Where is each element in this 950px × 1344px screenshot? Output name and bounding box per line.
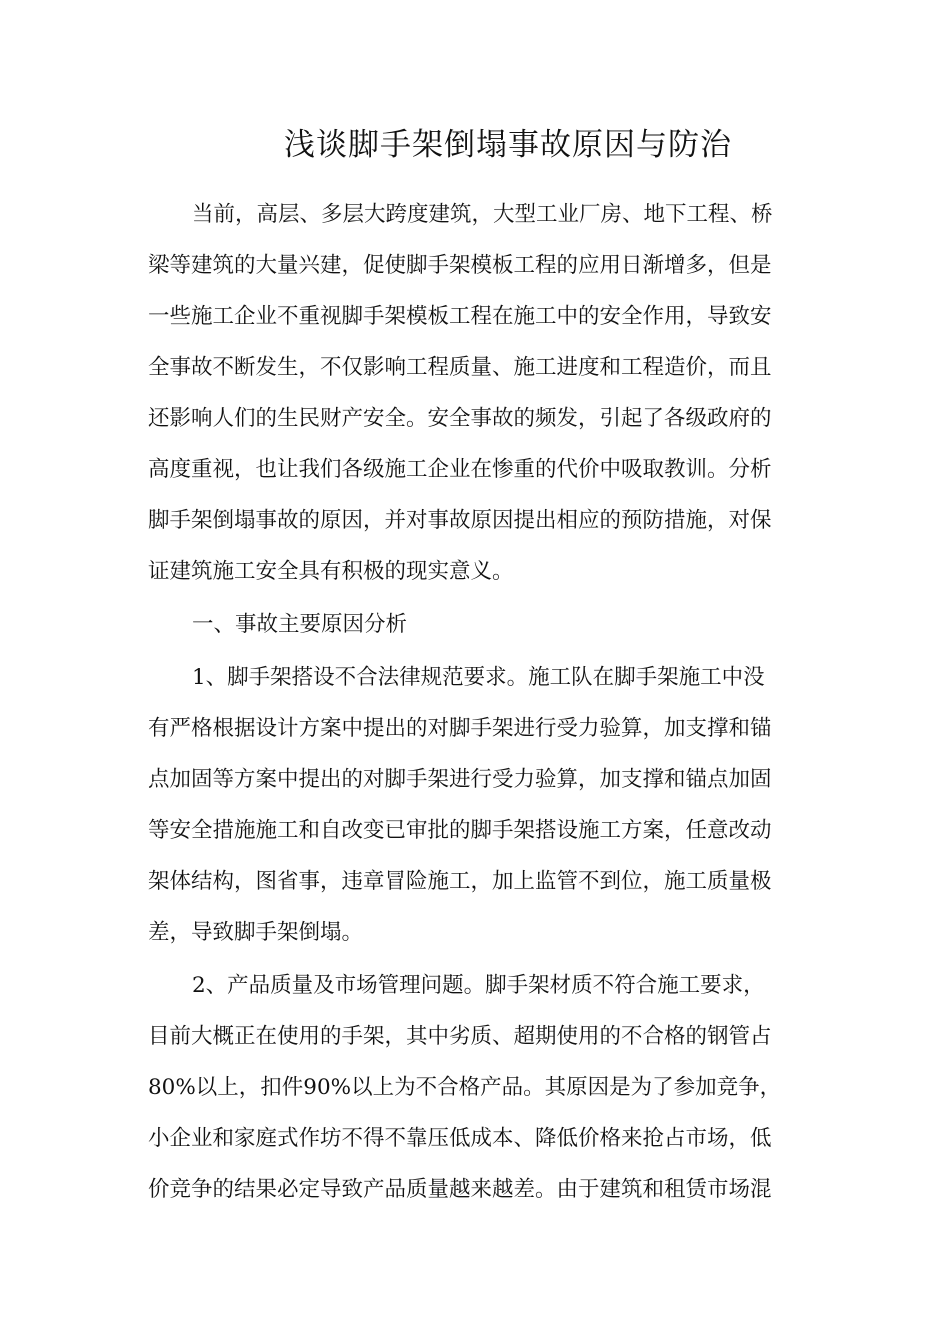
- paragraph-2-line-5: 架体结构，图省事，违章冒险施工，加上监管不到位，施工质量极: [148, 869, 772, 894]
- paragraph-2-line-3: 点加固等方案中提出的对脚手架进行受力验算，加支撑和锚点加固: [148, 767, 772, 792]
- paragraph-1-line-6: 高度重视，也让我们各级施工企业在惨重的代价中吸取教训。分析: [148, 457, 772, 482]
- document-title: 浅谈脚手架倒塌事故原因与防治: [284, 127, 732, 163]
- paragraph-3-line-1: 2、产品质量及市场管理问题。脚手架材质不符合施工要求，: [192, 973, 765, 998]
- paragraph-1-line-8: 证建筑施工安全具有积极的现实意义。: [148, 559, 514, 584]
- paragraph-3-line-2: 目前大概正在使用的手架，其中劣质、超期使用的不合格的钢管占: [148, 1024, 772, 1049]
- paragraph-1-line-5: 还影响人们的生民财产安全。安全事故的频发，引起了各级政府的: [148, 406, 772, 431]
- paragraph-3-line-4: 小企业和家庭式作坊不得不靠压低成本、降低价格来抢占市场，低: [148, 1126, 772, 1151]
- paragraph-1-line-2: 梁等建筑的大量兴建，促使脚手架模板工程的应用日渐增多，但是: [148, 253, 772, 278]
- paragraph-1-line-3: 一些施工企业不重视脚手架模板工程在施工中的安全作用，导致安: [148, 304, 772, 329]
- paragraph-2-line-4: 等安全措施施工和自改变已审批的脚手架搭设施工方案，任意改动: [148, 818, 772, 843]
- paragraph-1-line-7: 脚手架倒塌事故的原因，并对事故原因提出相应的预防措施，对保: [148, 508, 772, 533]
- paragraph-3-line-5: 价竞争的结果必定导致产品质量越来越差。由于建筑和租赁市场混: [148, 1177, 772, 1202]
- section-heading: 一、事故主要原因分析: [192, 612, 408, 637]
- paragraph-2-line-6: 差，导致脚手架倒塌。: [148, 920, 364, 945]
- paragraph-1-line-1: 当前，高层、多层大跨度建筑，大型工业厂房、地下工程、桥: [192, 202, 773, 227]
- paragraph-2-line-1: 1、脚手架搭设不合法律规范要求。施工队在脚手架施工中没: [192, 665, 765, 690]
- paragraph-1-line-4: 全事故不断发生，不仅影响工程质量、施工进度和工程造价，而且: [148, 355, 772, 380]
- paragraph-3-line-3: 80%以上，扣件90%以上为不合格产品。其原因是为了参加竞争，: [148, 1075, 782, 1100]
- paragraph-2-line-2: 有严格根据设计方案中提出的对脚手架进行受力验算，加支撑和锚: [148, 716, 772, 741]
